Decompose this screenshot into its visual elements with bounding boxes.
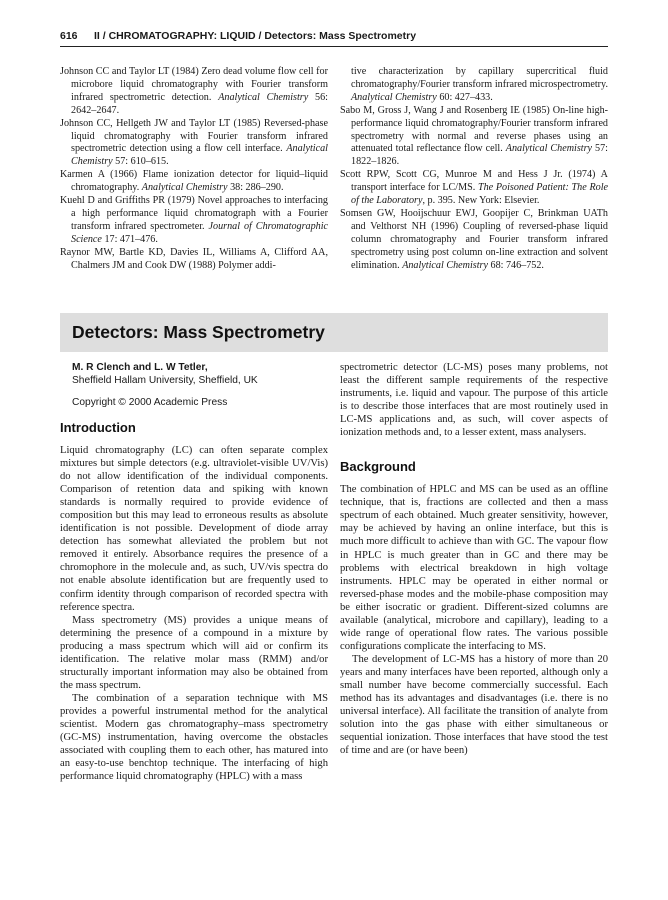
- article-title: Detectors: Mass Spectrometry: [72, 322, 325, 342]
- copyright: Copyright © 2000 Academic Press: [72, 397, 228, 408]
- affiliation: Sheffield Hallam University, Sheffield, UK: [72, 375, 258, 386]
- reference-entry: Kuehl D and Griffiths PR (1979) Novel approaches to interfacing a high performance liquid chromatograph with a Fourier transform infrared spectrometer. Journal of Chromatographic Science 17: 471–476.: [60, 195, 328, 245]
- reference-entry: Johnson CC and Taylor LT (1984) Zero dead volume flow cell for microbore liquid chromatography with Fourier transform infrared spectrometric detection. Analytical Chemistry 56: 2642–2647.: [60, 66, 328, 116]
- reference-column-left: [60, 66, 328, 273]
- paragraph: The development of LC-MS has a history of more than 20 years and many interfaces have been reported, although only a small number have become commercially successful. Each method has its advantages and disadvantages (i.e. there is no universal interface). All facilitate the transition of analyte from solution into the gas phase with either simultaneous or sequential ionization. Those interfaces that have stood the test of time and are (or have been): [340, 653, 608, 757]
- reference-entry: Raynor MW, Bartle KD, Davies IL, Williams A, Clifford AA, Chalmers JM and Cook DW (1988) Polymer addi-: [60, 246, 328, 271]
- reference-column-right: [340, 66, 608, 273]
- paragraph: Liquid chromatography (LC) can often separate complex mixtures but simple detectors (e.g. ultraviolet-visible UV/Vis) do not allow identification of the individual components. Comparison of retention data and spiking with known standards is normally required to provide evidence of composition but this may lead to erroneous results as absolute identification is not possible. Development of diode array detection has somewhat alleviated the problem but not removed it entirely. Absorbance requires the presence of a chromophore in the molecule and, as such, UV/vis spectra do not enable absolute identification but are frequently used to confirm identity through comparison of recorded spectra with reference spectra.: [60, 445, 328, 613]
- paragraph: The combination of HPLC and MS can be used as an offline technique, that is, fractions are collected and then a mass spectrum of each obtained. Much greater sensitivity, however, may be achieved by having an online interface, but this is much more difficult to achieve than with GC. The vapour flow in HPLC is much greater than in GC and there may be problems with electrical breakdown in high voltage instruments. HPLC may be operated in either normal or reversed-phase modes and the mobile-phase composition may be either isocratic or gradient. Different-sized columns are available (analytical, microbore and capillary), leading to a wide range of operational flow rates. The various possible configurations complicate the interfacing to MS.: [340, 484, 608, 652]
- reference-entry: Somsen GW, Hooijschuur EWJ, Goopijer C, Brinkman UATh and Velthorst NH (1996) Coupling of reversed-phase liquid column chromatography and Fourier transform infrared spectrometry using post column on-line extraction and solvent elimination. Analytical Chemistry 68: 746–752.: [340, 207, 608, 271]
- reference-entry: Sabo M, Gross J, Wang J and Rosenberg IE (1985) On-line high-performance liquid chromatography/Fourier transform infrared spectrometry with normal and reverse phases using an attenuated total reflectance flow cell. Analytical Chemistry 57: 1822–1826.: [340, 104, 608, 168]
- reference-entry: Karmen A (1966) Flame ionization detector for liquid–liquid chromatography. Analytical Chemistry 38: 286–290.: [60, 169, 328, 194]
- running-header: [60, 30, 608, 48]
- paragraph-continued: spectrometric detector (LC-MS) poses many problems, not least the different sample requirements of the respective instruments, i.e. liquid and vapour. The purpose of this article is to describe those interfaces that are most routinely used in LC-MS applications and, as such, will cover aspects of ionization methods and, to a lesser extent, mass analysers.: [340, 362, 608, 439]
- reference-entry-continued: tive characterization by capillary supercritical fluid chromatography/Fourier transform infrared microspectrometry. Analytical Chemistry 60: 427–433.: [351, 66, 608, 103]
- reference-list: [60, 66, 608, 273]
- body-column-left: [60, 420, 328, 783]
- paragraph: Mass spectrometry (MS) provides a unique means of determining the presence of a compound in a mixture by producing a mass spectrum which will aid or confirm its identification. The relative molar mass (RMM) and/or structurally important information may also be obtained from the mass spectrum.: [60, 614, 328, 691]
- authors: M. R Clench and L. W Tetler,: [72, 362, 208, 373]
- reference-entry: Johnson CC, Hellgeth JW and Taylor LT (1985) Reversed-phase liquid chromatography with Fourier transform infrared spectrometric detection using a flow cell interface. Analytical Chemistry 57: 610–615.: [60, 117, 328, 168]
- page-number: 616: [60, 30, 78, 42]
- reference-entry: Scott RPW, Scott CG, Munroe M and Hess J Jr. (1974) A transport interface for LC/MS. The Poisoned Patient: The Role of the Laboratory, p. 395. New York: Elsevier.: [340, 169, 608, 207]
- running-title: II / CHROMATOGRAPHY: LIQUID / Detectors: Mass Spectrometry: [94, 30, 417, 42]
- header-rule: [60, 46, 608, 47]
- section-heading-introduction: Introduction: [60, 420, 136, 435]
- body-column-right: [340, 361, 608, 757]
- article-title-banner: [60, 313, 608, 352]
- section-heading-background: Background: [340, 459, 416, 475]
- paragraph: The combination of a separation technique with MS provides a powerful instrumental method for the analytical scientist. Modern gas chromatography–mass spectrometry (GC-MS) instrumentation, having overcome the obstacles associated with coupling them to each other, has matured into an easy-to-use benchtop technique. The interfacing of high performance liquid chromatography (HPLC) with a mass: [60, 692, 328, 783]
- author-block: [72, 361, 322, 409]
